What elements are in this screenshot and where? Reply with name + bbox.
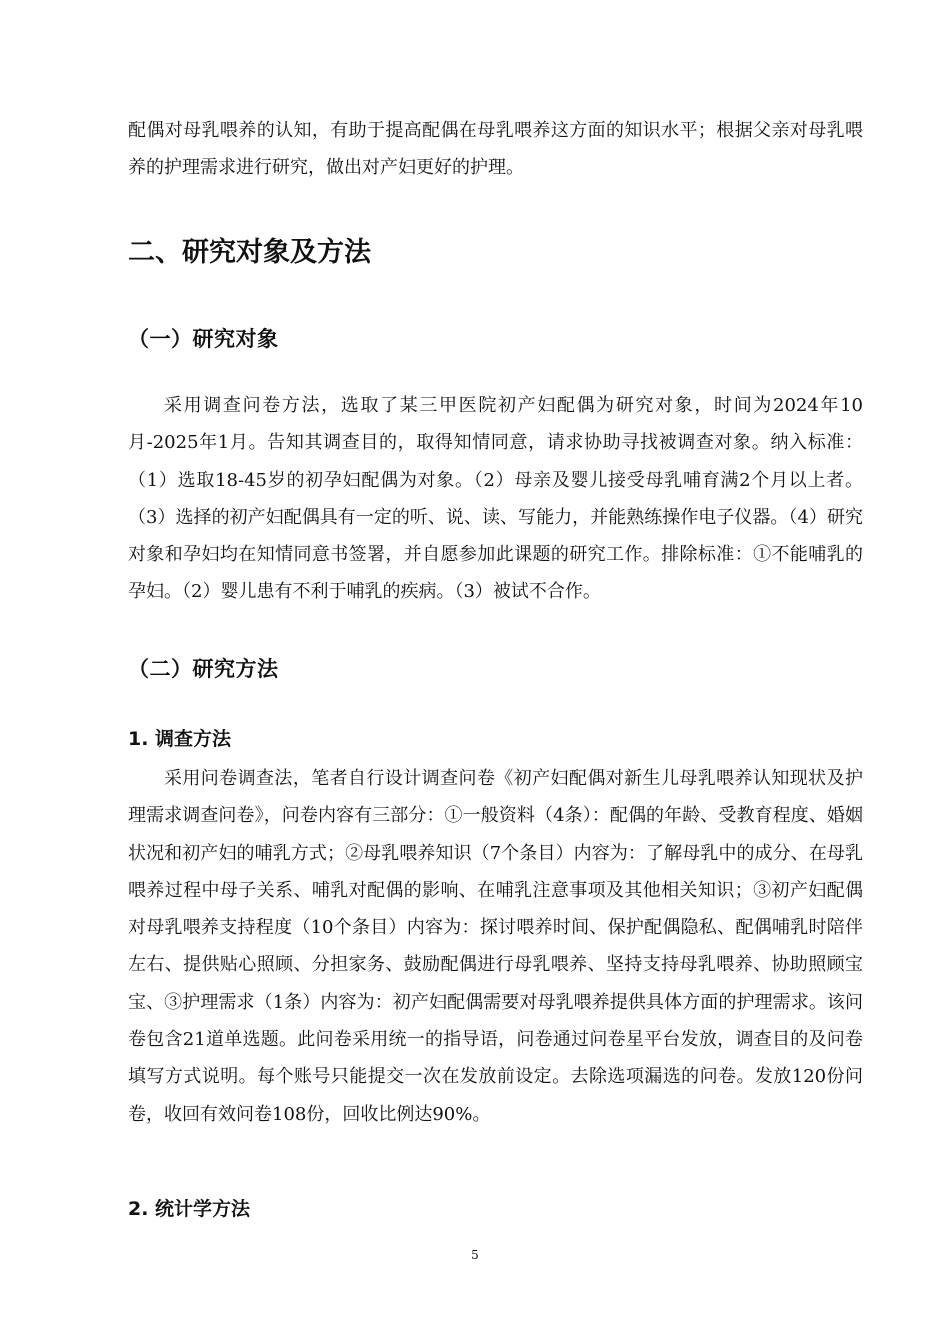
intro-paragraph: 配偶对母乳喂养的认知，有助于提高配偶在母乳喂养这方面的知识水平；根据父亲对母乳喂养的护理需求进行研究，做出对产妇更好的护理。 — [128, 120, 863, 179]
section-title: 二、研究对象及方法 — [128, 237, 371, 268]
item-title-survey-method: 1. 调查方法 — [128, 728, 232, 750]
page-number: 5 — [471, 1248, 479, 1262]
subsection-title-research-subjects: （一）研究对象 — [128, 327, 279, 351]
item-title-statistical-method: 2. 统计学方法 — [128, 1198, 251, 1220]
subsection-title-research-methods: （二）研究方法 — [128, 657, 279, 681]
survey-method-paragraph: 采用问卷调查法，笔者自行设计调查问卷《初产妇配偶对新生儿母乳喂养认知现状及护理需求调查问卷》，问卷内容有三部分：①一般资料（4条）：配偶的年龄、受教育程度、婚姻状况和初产妇的哺乳方式；②母乳喂养知识（7个条目）内容为：了解母乳中的成分、在母乳喂养过程中母子关系、哺乳对配偶的影响、在哺乳注意事项及其他相关知识；③初产妇配偶对母乳喂养支持程度（10个条目）内容为：探讨喂养时间、保护配偶隐私、配偶哺乳时陪伴左右、提供贴心照顾、分担家务、鼓励配偶进行母乳喂养、坚持支持母乳喂养、协助照顾宝宝、③护理需求（1条）内容为：初产妇配偶需要对母乳喂养提供具体方面的护理需求。该问卷包含21道单选题。此问卷采用统一的指导语，问卷通过问卷星平台发放，调查目的及问卷填写方式说明。每个账号只能提交一次在发放前设定。去除选项漏选的问卷。发放120份问卷，收回有效问卷108份，回收比例达90%。 — [128, 768, 863, 1125]
research-subjects-paragraph: 采用调查问卷方法，选取了某三甲医院初产妇配偶为研究对象，时间为2024年10月-2025年1月。告知其调查目的，取得知情同意，请求协助寻找被调查对象。纳入标准：（1）选取18-45岁的初孕妇配偶为对象。（2）母亲及婴儿接受母乳哺育满2个月以上者。（3）选择的初产妇配偶具有一定的听、说、读、写能力，并能熟练操作电子仪器。（4）研究对象和孕妇均在知情同意书签署，并自愿参加此课题的研究工作。排除标准：①不能哺乳的孕妇。（2）婴儿患有不利于哺乳的疾病。（3）被试不合作。 — [128, 395, 863, 603]
